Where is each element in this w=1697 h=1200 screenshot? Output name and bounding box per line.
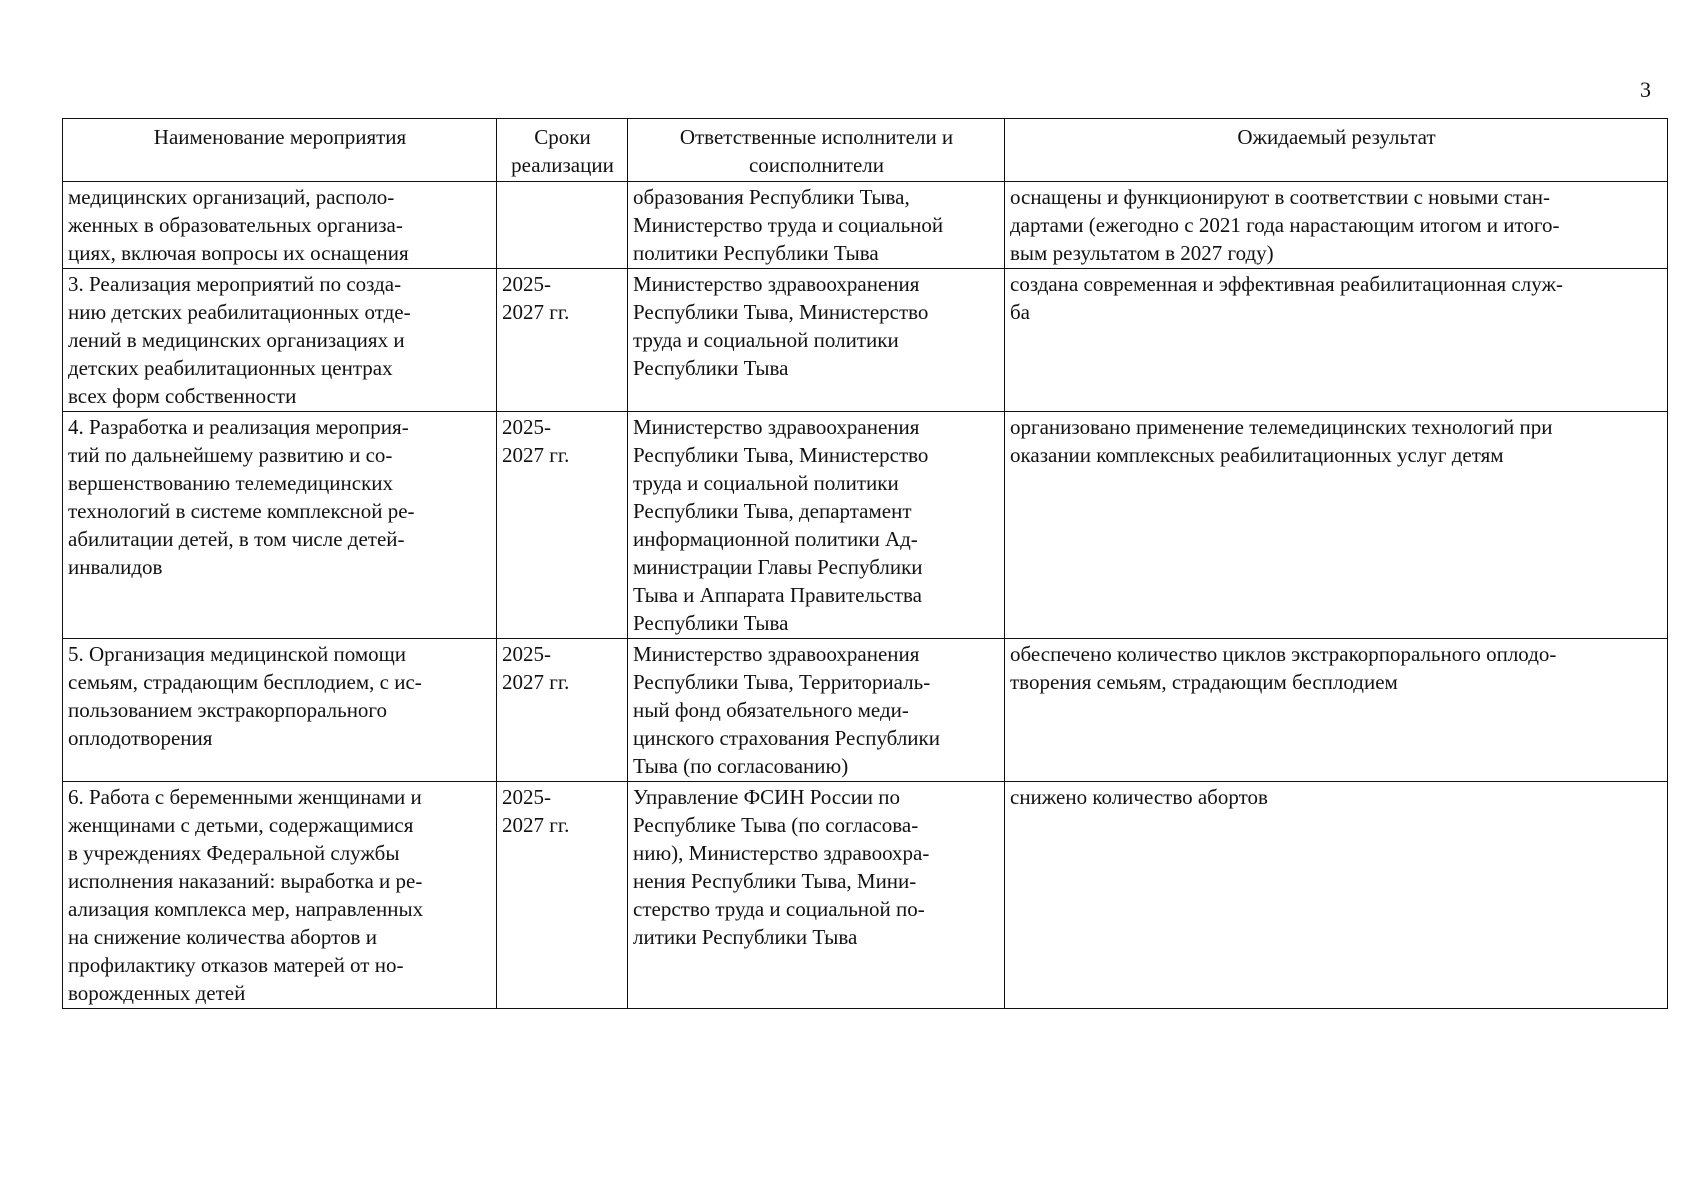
cell-line: оснащены и функционируют в соответствии с новыми стан- <box>1010 185 1551 209</box>
measures-table <box>62 118 1668 1009</box>
cell-line: Тыва (по согласованию) <box>633 754 849 778</box>
cell-line: пользованием экстракорпорального <box>68 698 388 722</box>
cell-line: ворожденных детей <box>68 981 246 1005</box>
cell-line: снижено количество абортов <box>1010 785 1268 809</box>
header-executors <box>628 119 1005 182</box>
cell-result <box>1005 782 1668 1009</box>
table-row <box>63 182 1668 269</box>
cell-line: медицинских организаций, располо- <box>68 185 395 209</box>
cell-line: Республики Тыва, Министерство <box>633 300 929 324</box>
cell-line: женщинами с детьми, содержащимися <box>68 813 414 837</box>
cell-line: технологий в системе комплексной ре- <box>68 499 415 523</box>
table-body <box>63 182 1668 1009</box>
cell-name <box>63 639 497 782</box>
cell-line: на снижение количества абортов и <box>68 925 377 949</box>
cell-period <box>497 782 628 1009</box>
cell-line: 2025- <box>502 272 551 296</box>
cell-line: Министерство здравоохранения <box>633 272 920 296</box>
cell-line: лений в медицинских организациях и <box>68 328 405 352</box>
cell-line: 2025- <box>502 642 551 666</box>
header-name <box>63 119 497 182</box>
cell-line: в учреждениях Федеральной службы <box>68 841 400 865</box>
cell-line: Управление ФСИН России по <box>633 785 901 809</box>
cell-line: обеспечено количество циклов экстракорпорального оплодо- <box>1010 642 1557 666</box>
cell-line: вершенствованию телемедицинских <box>68 471 394 495</box>
cell-result <box>1005 182 1668 269</box>
cell-line: исполнения наказаний: выработка и ре- <box>68 869 423 893</box>
cell-line: ализация комплекса мер, направленных <box>68 897 424 921</box>
cell-line: нию), Министерство здравоохра- <box>633 841 930 865</box>
cell-result <box>1005 639 1668 782</box>
cell-line: реализации <box>511 153 614 177</box>
cell-executors <box>628 639 1005 782</box>
cell-period <box>497 639 628 782</box>
cell-period <box>497 269 628 412</box>
cell-executors <box>628 412 1005 639</box>
cell-line: творения семьям, страдающим бесплодием <box>1010 670 1398 694</box>
cell-line: 2027 гг. <box>502 670 570 694</box>
cell-name <box>63 182 497 269</box>
table-row <box>63 639 1668 782</box>
cell-line: Сроки <box>534 125 591 149</box>
cell-line: Республики Тыва, Министерство <box>633 443 929 467</box>
cell-line: 2025- <box>502 785 551 809</box>
cell-line: 2027 гг. <box>502 813 570 837</box>
cell-line: 2025- <box>502 415 551 439</box>
cell-line: Республики Тыва <box>633 611 789 635</box>
cell-line: инвалидов <box>68 555 163 579</box>
cell-line: вым результатом в 2027 году) <box>1010 241 1274 265</box>
cell-line: оказании комплексных реабилитационных услуг детям <box>1010 443 1504 467</box>
cell-line: Министерство здравоохранения <box>633 415 920 439</box>
cell-line: создана современная и эффективная реабилитационная служ- <box>1010 272 1563 296</box>
cell-line: 3. Реализация мероприятий по созда- <box>68 272 402 296</box>
cell-line: абилитации детей, в том числе детей- <box>68 527 405 551</box>
cell-name <box>63 269 497 412</box>
cell-line: труда и социальной политики <box>633 328 899 352</box>
cell-line: детских реабилитационных центрах <box>68 356 393 380</box>
cell-line: Республике Тыва (по согласова- <box>633 813 919 837</box>
cell-line: Наименование мероприятия <box>153 125 407 149</box>
cell-line: 2027 гг. <box>502 443 570 467</box>
cell-executors <box>628 182 1005 269</box>
cell-line: литики Республики Тыва <box>633 925 858 949</box>
cell-result <box>1005 269 1668 412</box>
cell-executors <box>628 269 1005 412</box>
table-row <box>63 782 1668 1009</box>
cell-line: Ожидаемый результат <box>1237 125 1436 149</box>
cell-line: женных в образовательных организа- <box>68 213 403 237</box>
cell-line: труда и социальной политики <box>633 471 899 495</box>
cell-line: ба <box>1010 300 1031 324</box>
page-number: 3 <box>1640 77 1651 102</box>
table-row <box>63 412 1668 639</box>
cell-period <box>497 412 628 639</box>
cell-line: цинского страхования Республики <box>633 726 940 750</box>
cell-line: соисполнители <box>748 153 884 177</box>
cell-line: нию детских реабилитационных отде- <box>68 300 411 324</box>
cell-line: 6. Работа с беременными женщинами и <box>68 785 422 809</box>
cell-line: семьям, страдающим бесплодием, с ис- <box>68 670 422 694</box>
cell-result <box>1005 412 1668 639</box>
cell-executors <box>628 782 1005 1009</box>
cell-line: циях, включая вопросы их оснащения <box>68 241 409 265</box>
cell-line: оплодотворения <box>68 726 213 750</box>
cell-line: образования Республики Тыва, <box>633 185 910 209</box>
header-period <box>497 119 628 182</box>
cell-line: Министерство труда и социальной <box>633 213 944 237</box>
cell-line: Министерство здравоохранения <box>633 642 920 666</box>
cell-line: дартами (ежегодно с 2021 года нарастающим итогом и итого- <box>1010 213 1560 237</box>
cell-period <box>497 182 628 269</box>
cell-line: Тыва и Аппарата Правительства <box>633 583 922 607</box>
cell-line: политики Республики Тыва <box>633 241 879 265</box>
header-result <box>1005 119 1668 182</box>
cell-line: 2027 гг. <box>502 300 570 324</box>
cell-line: организовано применение телемедицинских технологий при <box>1010 415 1553 439</box>
cell-line: нения Республики Тыва, Мини- <box>633 869 917 893</box>
cell-line: Ответственные исполнители и <box>679 125 954 149</box>
cell-name <box>63 412 497 639</box>
cell-line: ный фонд обязательного меди- <box>633 698 909 722</box>
table-header-row <box>63 119 1668 182</box>
cell-name <box>63 782 497 1009</box>
cell-line: профилактику отказов матерей от но- <box>68 953 404 977</box>
cell-line: 4. Разработка и реализация мероприя- <box>68 415 409 439</box>
cell-line: 5. Организация медицинской помощи <box>68 642 407 666</box>
cell-line: всех форм собственности <box>68 384 297 408</box>
cell-line: Республики Тыва <box>633 356 789 380</box>
cell-line: информационной политики Ад- <box>633 527 918 551</box>
cell-line: стерство труда и социальной по- <box>633 897 925 921</box>
cell-line: министрации Главы Республики <box>633 555 923 579</box>
cell-line: Республики Тыва, департамент <box>633 499 912 523</box>
cell-line: Республики Тыва, Территориаль- <box>633 670 931 694</box>
cell-line: тий по дальнейшему развитию и со- <box>68 443 393 467</box>
table-row <box>63 269 1668 412</box>
